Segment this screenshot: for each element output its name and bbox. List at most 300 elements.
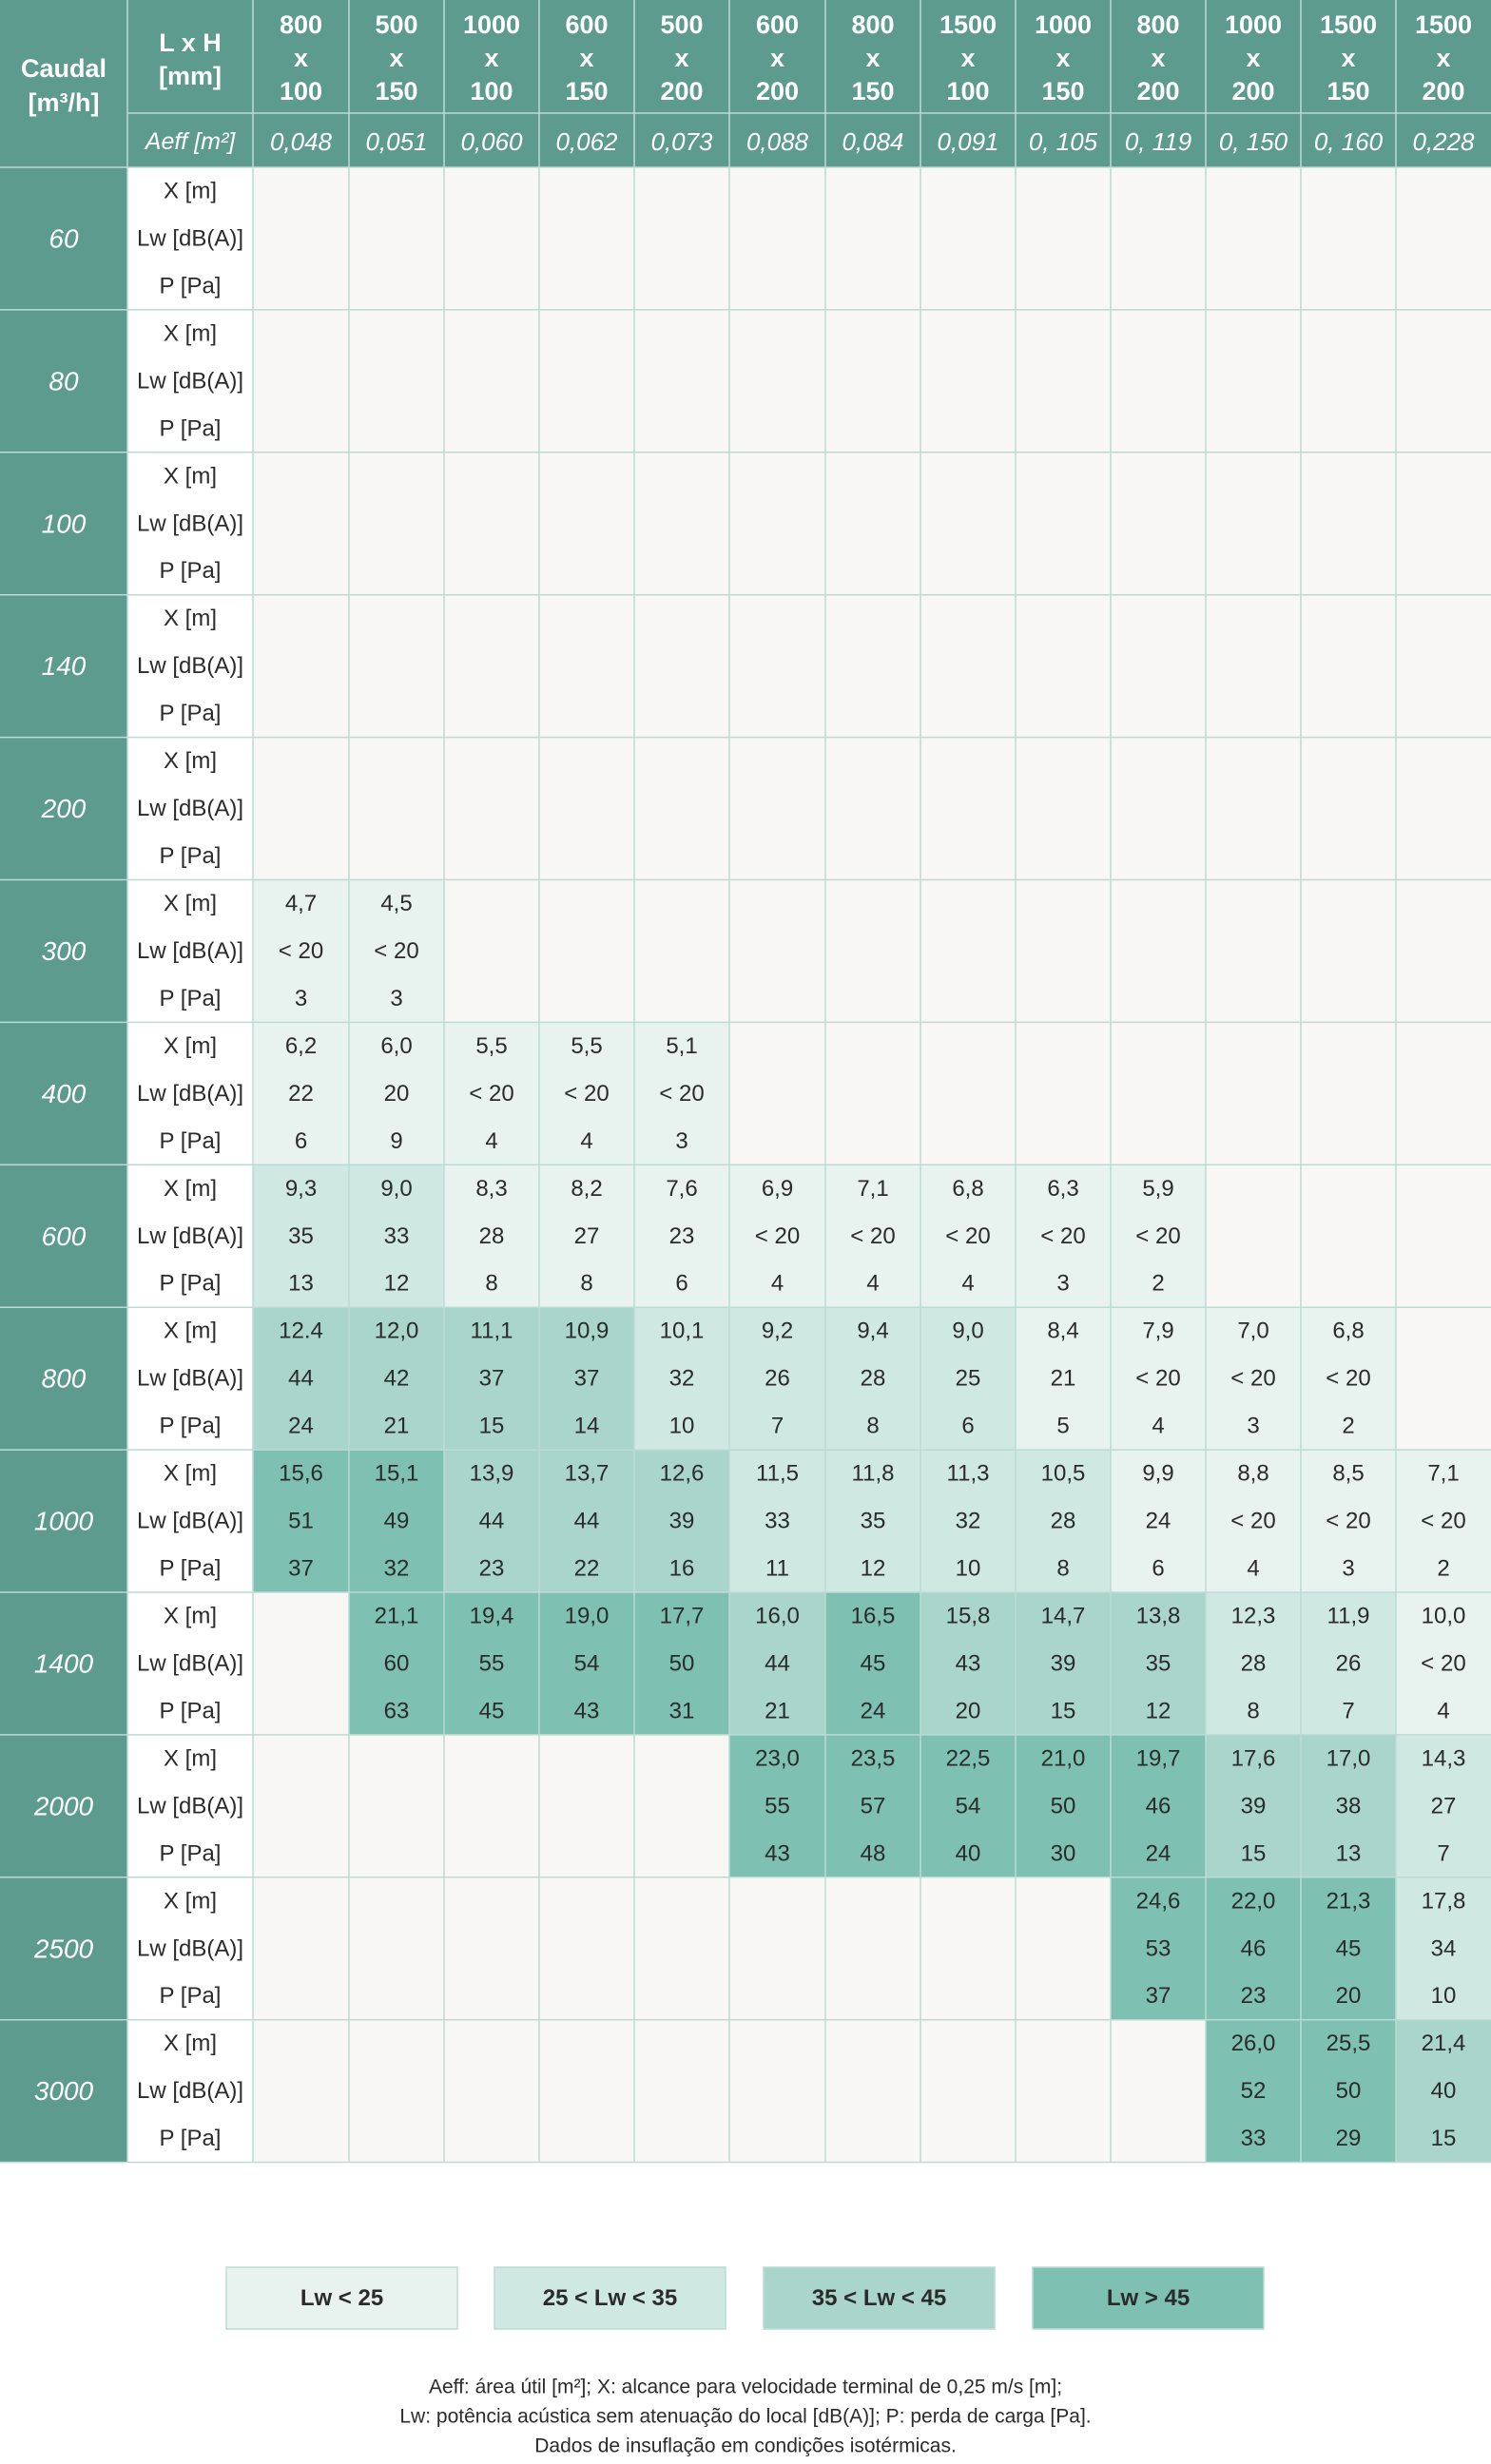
- size-x: x: [293, 44, 309, 72]
- data-cell: [1301, 1450, 1396, 1592]
- reach-value: 5,5: [571, 1032, 603, 1059]
- legend-item: [764, 2267, 995, 2329]
- reach-value: 13,7: [564, 1460, 610, 1487]
- pressure-drop-value: 14: [573, 1413, 600, 1439]
- pressure-drop-value: 9: [390, 1127, 403, 1154]
- size-height: 100: [279, 77, 323, 106]
- reach-value: 7,1: [857, 1175, 889, 1202]
- data-cell: [349, 1307, 444, 1450]
- size-x: x: [1055, 44, 1071, 72]
- reach-value: 16,0: [755, 1603, 800, 1629]
- data-cell: [1396, 2020, 1491, 2163]
- sound-power-value: < 20: [1230, 1365, 1276, 1392]
- lxh-header: L x H: [159, 29, 222, 57]
- pressure-drop-value: 4: [580, 1127, 593, 1154]
- pressure-drop-value: 8: [1247, 1698, 1260, 1724]
- data-cell: [920, 1735, 1016, 1877]
- pressure-drop-value: 15: [1240, 1840, 1267, 1867]
- pressure-drop-value: 37: [288, 1555, 314, 1582]
- reach-value: 23,0: [755, 1745, 800, 1772]
- reach-value: 10,0: [1421, 1603, 1466, 1629]
- row-sub-label: X [m]: [163, 1888, 218, 1915]
- row-sub-label: P [Pa]: [159, 843, 222, 870]
- size-x: x: [1151, 44, 1166, 72]
- data-cell: [634, 1592, 729, 1735]
- sound-power-value: 34: [1430, 1935, 1457, 1962]
- reach-value: 15,8: [945, 1603, 991, 1629]
- data-cell: [349, 1592, 444, 1735]
- data-cell: [1206, 1592, 1301, 1735]
- sound-power-value: 26: [765, 1365, 790, 1392]
- row-sub-label: P [Pa]: [159, 1840, 222, 1867]
- size-x: x: [1246, 44, 1261, 72]
- data-cell: [1016, 1450, 1111, 1592]
- reach-value: 9,9: [1142, 1460, 1174, 1487]
- data-cell: [1206, 1877, 1301, 2020]
- row-sub-label: P [Pa]: [159, 2126, 222, 2152]
- aeff-value: 0,091: [937, 127, 999, 156]
- row-sub-label: P [Pa]: [159, 415, 222, 442]
- reach-value: 5,5: [475, 1032, 508, 1059]
- sound-power-value: 39: [1050, 1650, 1076, 1677]
- sound-power-value: 50: [1335, 2078, 1362, 2105]
- data-cell: [253, 1165, 349, 1307]
- size-height: 200: [1231, 77, 1275, 106]
- pressure-drop-value: 43: [765, 1840, 790, 1867]
- reach-value: 8,2: [571, 1175, 603, 1202]
- sound-power-value: 26: [1335, 1650, 1362, 1677]
- sound-power-value: < 20: [945, 1222, 991, 1249]
- flow-value: 80: [48, 366, 79, 396]
- data-cell: [825, 1307, 920, 1450]
- reach-value: 6,0: [380, 1032, 413, 1059]
- data-cell: [920, 1307, 1016, 1450]
- pressure-drop-value: 3: [1342, 1555, 1355, 1582]
- data-cell: [1396, 1877, 1491, 2020]
- row-sub-label: X [m]: [163, 1603, 218, 1629]
- data-cell: [1111, 1165, 1206, 1307]
- pressure-drop-value: 3: [1247, 1413, 1260, 1439]
- pressure-drop-value: 4: [961, 1270, 975, 1297]
- caudal-unit-header: [m³/h]: [28, 88, 100, 117]
- reach-value: 8,8: [1237, 1460, 1269, 1487]
- flow-value: 140: [41, 651, 87, 682]
- reach-value: 22,5: [945, 1745, 991, 1772]
- pressure-drop-value: 6: [961, 1413, 975, 1439]
- pressure-drop-value: 4: [866, 1270, 880, 1297]
- flow-value: 3000: [33, 2076, 94, 2107]
- data-cell: [444, 1307, 539, 1450]
- size-x: x: [579, 44, 594, 72]
- reach-value: 11,1: [470, 1318, 513, 1344]
- pressure-drop-value: 29: [1335, 2126, 1362, 2152]
- pressure-drop-value: 12: [860, 1555, 886, 1582]
- sound-power-value: 24: [1145, 1508, 1172, 1534]
- data-cell: [825, 1165, 920, 1307]
- data-cell: [729, 1735, 825, 1877]
- flow-value: 300: [41, 935, 87, 966]
- legend-item: [1033, 2267, 1264, 2329]
- size-height: 150: [1041, 77, 1085, 106]
- pressure-drop-value: 6: [294, 1127, 308, 1154]
- row-sub-label: P [Pa]: [159, 273, 222, 299]
- sound-power-value: 33: [765, 1508, 790, 1534]
- data-cell: [1301, 1877, 1396, 2020]
- reach-value: 9,0: [952, 1318, 984, 1344]
- sound-power-value: 50: [668, 1650, 695, 1677]
- reach-value: 7,9: [1142, 1318, 1174, 1344]
- sound-power-value: 42: [383, 1365, 410, 1392]
- row-sub-label: Lw [dB(A)]: [136, 937, 244, 964]
- pressure-drop-value: 45: [478, 1698, 505, 1724]
- reach-value: 6,2: [284, 1032, 318, 1059]
- row-sub-label: X [m]: [163, 1460, 218, 1487]
- reach-value: 10,9: [564, 1318, 610, 1344]
- reach-value: 16,5: [850, 1603, 896, 1629]
- pressure-drop-value: 43: [573, 1698, 600, 1724]
- data-cell: [1206, 1735, 1301, 1877]
- sound-power-value: 25: [955, 1365, 981, 1392]
- data-cell: [1301, 1735, 1396, 1877]
- pressure-drop-value: 3: [675, 1127, 688, 1154]
- data-cell: [825, 1592, 920, 1735]
- pressure-drop-value: 4: [485, 1127, 498, 1154]
- data-cell: [825, 1735, 920, 1877]
- sound-power-value: 37: [573, 1365, 600, 1392]
- row-sub-label: P [Pa]: [159, 1127, 222, 1154]
- data-cell: [1016, 1735, 1111, 1877]
- sound-power-value: 39: [668, 1508, 695, 1534]
- pressure-drop-value: 23: [1240, 1983, 1267, 2010]
- size-width: 1000: [1224, 10, 1283, 39]
- reach-value: 9,0: [380, 1175, 413, 1202]
- sound-power-value: 55: [765, 1793, 790, 1819]
- size-height: 200: [660, 77, 704, 106]
- pressure-drop-value: 8: [866, 1413, 880, 1439]
- reach-value: 11,9: [1326, 1603, 1370, 1629]
- row-sub-label: Lw [dB(A)]: [136, 2078, 244, 2105]
- pressure-drop-value: 10: [668, 1413, 695, 1439]
- sound-power-value: 40: [1430, 2078, 1457, 2105]
- row-sub-label: Lw [dB(A)]: [136, 1650, 244, 1677]
- reach-value: 7,0: [1237, 1318, 1269, 1344]
- pressure-drop-value: 12: [383, 1270, 410, 1297]
- sound-power-value: 35: [860, 1508, 886, 1534]
- data-cell: [920, 1450, 1016, 1592]
- row-sub-label: X [m]: [163, 748, 218, 775]
- reach-value: 5,9: [1142, 1175, 1174, 1202]
- sound-power-value: 39: [1240, 1793, 1267, 1819]
- size-width: 500: [660, 10, 704, 39]
- data-cell: [729, 1592, 825, 1735]
- pressure-drop-value: 8: [1056, 1555, 1070, 1582]
- data-cell: [539, 1592, 634, 1735]
- reach-value: 7,1: [1427, 1460, 1460, 1487]
- flow-value: 100: [41, 509, 87, 539]
- size-width: 800: [279, 10, 323, 39]
- reach-value: 13,8: [1135, 1603, 1181, 1629]
- size-height: 150: [1326, 77, 1370, 106]
- sound-power-value: 45: [1335, 1935, 1362, 1962]
- sound-power-value: 50: [1050, 1793, 1076, 1819]
- reach-value: 11,8: [851, 1460, 895, 1487]
- sound-power-value: < 20: [1326, 1508, 1371, 1534]
- data-cell: [1301, 2020, 1396, 2163]
- size-width: 1000: [462, 10, 521, 39]
- size-x: x: [674, 44, 689, 72]
- reach-value: 11,3: [946, 1460, 990, 1487]
- footnote-line: Dados de insuflação em condições isotérmicas.: [534, 2435, 957, 2457]
- flow-value: 800: [41, 1363, 87, 1394]
- reach-value: 26,0: [1230, 2031, 1276, 2057]
- reach-value: 21,3: [1326, 1888, 1371, 1915]
- row-sub-label: Lw [dB(A)]: [136, 1508, 244, 1534]
- data-cell: [634, 1022, 729, 1165]
- data-cell: [539, 1450, 634, 1592]
- data-cell: [634, 1307, 729, 1450]
- sound-power-value: 28: [1050, 1508, 1076, 1534]
- reach-value: 12.4: [279, 1318, 323, 1344]
- reach-value: 25,5: [1326, 2031, 1371, 2057]
- row-sub-label: X [m]: [163, 2031, 218, 2057]
- size-width: 600: [565, 10, 609, 39]
- row-sub-label: Lw [dB(A)]: [136, 1080, 244, 1107]
- pressure-drop-value: 40: [955, 1840, 981, 1867]
- row-sub-label: P [Pa]: [159, 1270, 222, 1297]
- data-cell: [349, 880, 444, 1023]
- legend-label: 25 < Lw < 35: [542, 2285, 678, 2311]
- pressure-drop-value: 2: [1152, 1270, 1165, 1297]
- sound-power-value: < 20: [278, 937, 324, 964]
- reach-value: 11,5: [756, 1460, 799, 1487]
- data-cell: [1111, 1450, 1206, 1592]
- aeff-value: 0, 105: [1028, 127, 1098, 156]
- row-sub-label: P [Pa]: [159, 558, 222, 585]
- size-width: 800: [851, 10, 895, 39]
- legend-label: Lw < 25: [300, 2285, 384, 2311]
- aeff-value: 0,062: [555, 127, 618, 156]
- row-sub-label: P [Pa]: [159, 701, 222, 727]
- data-cell: [349, 1022, 444, 1165]
- pressure-drop-value: 30: [1050, 1840, 1076, 1867]
- data-cell: [539, 1165, 634, 1307]
- data-cell: [539, 1022, 634, 1165]
- sound-power-value: 54: [955, 1793, 981, 1819]
- pressure-drop-value: 24: [1145, 1840, 1172, 1867]
- flow-value: 60: [48, 223, 79, 254]
- data-cell: [729, 1165, 825, 1307]
- row-sub-label: P [Pa]: [159, 985, 222, 1011]
- row-sub-label: X [m]: [163, 1032, 218, 1059]
- sound-power-value: < 20: [1421, 1508, 1466, 1534]
- pressure-drop-value: 48: [860, 1840, 886, 1867]
- sound-power-value: 32: [955, 1508, 981, 1534]
- data-cell: [253, 1022, 349, 1165]
- row-sub-label: P [Pa]: [159, 1983, 222, 2010]
- sound-power-value: < 20: [469, 1080, 514, 1107]
- sound-power-value: 54: [573, 1650, 600, 1677]
- aeff-value: 0,084: [842, 127, 904, 156]
- pressure-drop-value: 21: [765, 1698, 790, 1724]
- reach-value: 19,7: [1135, 1745, 1181, 1772]
- sound-power-value: 44: [288, 1365, 314, 1392]
- size-height: 150: [375, 77, 418, 106]
- pressure-drop-value: 22: [573, 1555, 600, 1582]
- sound-power-value: 49: [383, 1508, 410, 1534]
- size-width: 600: [755, 10, 800, 39]
- sound-power-value: 32: [668, 1365, 695, 1392]
- size-x: x: [865, 44, 881, 72]
- row-sub-label: X [m]: [163, 1745, 218, 1772]
- sound-power-value: 52: [1240, 2078, 1267, 2105]
- sound-power-value: 27: [1430, 1793, 1457, 1819]
- aeff-value: 0,051: [365, 127, 428, 156]
- aeff-value: 0, 119: [1124, 127, 1192, 156]
- sound-power-value: < 20: [1230, 1508, 1276, 1534]
- data-cell: [1111, 1877, 1206, 2020]
- size-x: x: [389, 44, 404, 72]
- sound-power-value: 44: [478, 1508, 505, 1534]
- pressure-drop-value: 11: [765, 1555, 789, 1582]
- size-width: 1500: [1319, 10, 1378, 39]
- pressure-drop-value: 3: [1056, 1270, 1070, 1297]
- pressure-drop-value: 4: [1247, 1555, 1260, 1582]
- row-sub-label: Lw [dB(A)]: [136, 368, 244, 395]
- sound-power-value: 21: [1050, 1365, 1076, 1392]
- reach-value: 23,5: [850, 1745, 896, 1772]
- pressure-drop-value: 63: [383, 1698, 410, 1724]
- reach-value: 21,0: [1040, 1745, 1086, 1772]
- sound-power-value: < 20: [374, 937, 419, 964]
- pressure-drop-value: 2: [1437, 1555, 1450, 1582]
- size-height: 200: [1422, 77, 1465, 106]
- table-row: [42, 1165, 1206, 1307]
- aeff-value: 0,228: [1412, 127, 1475, 156]
- footnote-line: Aeff: área útil [m²]; X: alcance para velocidade terminal de 0,25 m/s [m];: [428, 2376, 1063, 2398]
- row-sub-label: Lw [dB(A)]: [136, 225, 244, 252]
- sound-power-value: 28: [478, 1222, 505, 1249]
- sound-power-value: 57: [860, 1793, 886, 1819]
- flow-value: 200: [41, 794, 87, 824]
- pressure-drop-value: 24: [288, 1413, 314, 1439]
- sound-power-value: 28: [1240, 1650, 1267, 1677]
- pressure-drop-value: 2: [1342, 1413, 1355, 1439]
- data-cell: [349, 1165, 444, 1307]
- row-sub-label: Lw [dB(A)]: [136, 1222, 244, 1249]
- size-width: 1000: [1034, 10, 1093, 39]
- data-cell: [253, 1307, 349, 1450]
- pressure-drop-value: 10: [1430, 1983, 1457, 2010]
- reach-value: 15,1: [374, 1460, 419, 1487]
- data-cell: [253, 1450, 349, 1592]
- size-height: 150: [565, 77, 609, 106]
- reach-value: 12,6: [659, 1460, 705, 1487]
- pressure-drop-value: 31: [668, 1698, 695, 1724]
- reach-value: 21,1: [374, 1603, 419, 1629]
- data-cell: [1111, 1592, 1206, 1735]
- sound-power-value: < 20: [1421, 1650, 1466, 1677]
- data-cell: [444, 1450, 539, 1592]
- size-width: 1500: [939, 10, 997, 39]
- sound-power-value: 38: [1335, 1793, 1362, 1819]
- data-cell: [1301, 1592, 1396, 1735]
- pressure-drop-value: 21: [383, 1413, 410, 1439]
- sound-power-value: 60: [383, 1650, 410, 1677]
- reach-value: 17,0: [1326, 1745, 1371, 1772]
- data-cell: [1206, 1450, 1301, 1592]
- row-sub-label: X [m]: [163, 1318, 218, 1344]
- sound-power-value: 51: [288, 1508, 314, 1534]
- row-sub-label: X [m]: [163, 606, 218, 632]
- reach-value: 12,0: [374, 1318, 419, 1344]
- sound-power-value: 28: [860, 1365, 886, 1392]
- reach-value: 19,4: [469, 1603, 514, 1629]
- sound-power-value: < 20: [754, 1222, 801, 1249]
- reach-value: 17,7: [659, 1603, 705, 1629]
- flow-value: 2000: [33, 1791, 94, 1821]
- sound-power-value: 27: [573, 1222, 600, 1249]
- reach-value: 8,5: [1332, 1460, 1365, 1487]
- reach-value: 12,3: [1230, 1603, 1276, 1629]
- sound-power-value: 37: [478, 1365, 505, 1392]
- aeff-value: 0,048: [269, 127, 333, 156]
- pressure-drop-value: 23: [478, 1555, 505, 1582]
- pressure-drop-value: 4: [1152, 1413, 1165, 1439]
- size-height: 200: [755, 77, 800, 106]
- legend-item: [494, 2267, 726, 2329]
- aeff-value: 0,088: [746, 127, 809, 156]
- data-cell: [1396, 1592, 1491, 1735]
- row-sub-label: X [m]: [163, 463, 218, 490]
- data-cell: [349, 1450, 444, 1592]
- data-cell: [634, 1450, 729, 1592]
- sound-power-value: 45: [860, 1650, 886, 1677]
- pressure-drop-value: 32: [383, 1555, 410, 1582]
- flow-value: 2500: [33, 1934, 94, 1964]
- reach-value: 17,8: [1421, 1888, 1466, 1915]
- reach-value: 8,4: [1047, 1318, 1079, 1344]
- row-sub-label: Lw [dB(A)]: [136, 653, 244, 680]
- size-width: 500: [375, 10, 418, 39]
- reach-value: 17,6: [1230, 1745, 1276, 1772]
- size-width: 800: [1136, 10, 1180, 39]
- reach-value: 14,3: [1421, 1745, 1466, 1772]
- legend-label: 35 < Lw < 45: [811, 2285, 947, 2311]
- size-height: 200: [1136, 77, 1180, 106]
- pressure-drop-value: 3: [294, 985, 308, 1011]
- reach-value: 10,5: [1040, 1460, 1086, 1487]
- size-x: x: [1436, 44, 1451, 72]
- sound-power-value: < 20: [659, 1080, 705, 1107]
- sound-power-value: 46: [1145, 1793, 1172, 1819]
- reach-value: 9,4: [857, 1318, 889, 1344]
- data-cell: [729, 1307, 825, 1450]
- data-cell: [1206, 2020, 1301, 2163]
- data-cell: [1206, 1307, 1301, 1450]
- pressure-drop-value: 37: [1145, 1983, 1172, 2010]
- reach-value: 9,3: [284, 1175, 318, 1202]
- data-cell: [1396, 1735, 1491, 1877]
- row-sub-label: P [Pa]: [159, 1555, 222, 1582]
- pressure-drop-value: 15: [1430, 2126, 1457, 2152]
- sound-power-value: < 20: [564, 1080, 610, 1107]
- reach-value: 10,1: [659, 1318, 705, 1344]
- data-cell: [444, 1165, 539, 1307]
- data-cell: [1016, 1307, 1111, 1450]
- pressure-drop-value: 6: [675, 1270, 688, 1297]
- row-sub-label: X [m]: [163, 1175, 218, 1202]
- data-cell: [1301, 1307, 1396, 1450]
